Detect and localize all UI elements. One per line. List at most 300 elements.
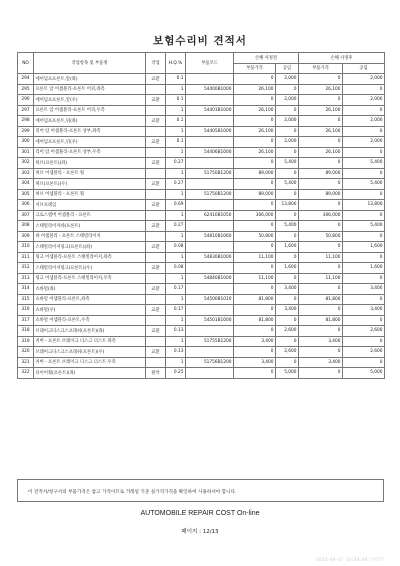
cell-part-price-before: 0	[234, 137, 276, 148]
cell-hq: 0.1	[166, 74, 186, 85]
cell-labor-after: 0	[343, 189, 385, 200]
cell-work: 교환	[146, 263, 166, 274]
cell-item: 커버 - 프론트 브레이크 디스크 더스트 좌측	[34, 336, 146, 347]
cell-work: 교환	[146, 179, 166, 190]
cell-labor-after: 0	[343, 357, 385, 368]
cell-part-price-before: 0	[234, 368, 276, 379]
cell-part-price-after: 26,100	[299, 105, 343, 116]
cell-part-price-before: 3,400	[234, 357, 276, 368]
cell-part-code	[186, 347, 234, 358]
cell-work	[146, 231, 166, 242]
cell-no: 296	[18, 95, 34, 106]
cell-part-code: 51750B1200	[186, 189, 234, 200]
cell-work: 교환	[146, 74, 166, 85]
cell-no: 299	[18, 126, 34, 137]
cell-hq: 0.27	[166, 221, 186, 232]
cell-no: 319	[18, 336, 34, 347]
cell-part-price-before: 0	[234, 305, 276, 316]
cell-part-price-before: 11,100	[234, 273, 276, 284]
cell-hq: 1	[166, 189, 186, 200]
cell-item: 브레이크디스크스프래쉬(프론트)(우)	[34, 347, 146, 358]
cell-part-price-before: 0	[234, 116, 276, 127]
header-item: 작업항목 및 부품명	[34, 53, 146, 74]
table-row	[18, 315, 385, 326]
table-row	[18, 116, 385, 127]
table-row	[18, 252, 385, 263]
cell-part-price-before: 306,000	[234, 210, 276, 221]
cell-no: 312	[18, 263, 34, 274]
cell-labor-before: 0	[276, 231, 299, 242]
cell-hq: 1	[166, 147, 186, 158]
cell-work	[146, 189, 166, 200]
cell-work	[146, 168, 166, 179]
table-row	[18, 189, 385, 200]
table-row	[18, 74, 385, 85]
cell-part-price-after: 0	[299, 368, 343, 379]
cell-work: 교환	[146, 284, 166, 295]
cell-work	[146, 84, 166, 95]
table-row	[18, 336, 385, 347]
table-row	[18, 326, 385, 337]
cell-work: 교환	[146, 305, 166, 316]
cell-no: 311	[18, 252, 34, 263]
cell-labor-after: 0	[343, 336, 385, 347]
cell-item: 에어덤프프론트,뒤(우)	[34, 137, 146, 148]
cell-hq: 1	[166, 231, 186, 242]
table-row	[18, 105, 385, 116]
cell-part-price-before: 89,000	[234, 168, 276, 179]
cell-part-price-before: 26,100	[234, 105, 276, 116]
cell-labor-before: 2,600	[276, 326, 299, 337]
cell-part-code	[186, 116, 234, 127]
cell-item: 허브 어셈블리 - 프론트 휠	[34, 189, 146, 200]
cell-labor-after: 0	[343, 294, 385, 305]
cell-work: 교환	[146, 347, 166, 358]
header-labor-before: 공임	[276, 63, 299, 74]
cell-part-code: 62410B1050	[186, 210, 234, 221]
cell-no: 303	[18, 168, 34, 179]
header-work: 작업	[146, 53, 166, 74]
cell-labor-before: 1,600	[276, 242, 299, 253]
cell-item: 프론트 암 어셈블리-프론트 어퍼,우측	[34, 105, 146, 116]
cell-part-code: 54401B1000	[186, 105, 234, 116]
page-number: 페이지 : 12/13	[181, 529, 219, 535]
cell-part-price-after: 26,100	[299, 126, 343, 137]
cell-work: 교환	[146, 242, 166, 253]
cell-no: 309	[18, 231, 34, 242]
cell-item: 허브 어셈블리 - 프론트 휠	[34, 168, 146, 179]
cell-part-price-after: 0	[299, 200, 343, 211]
cell-part-price-before: 11,100	[234, 252, 276, 263]
cell-item: 링크 어셈블리-프론트 스태빌라이저,우측	[34, 273, 146, 284]
cell-labor-after: 3,400	[343, 284, 385, 295]
cell-part-price-before: 0	[234, 347, 276, 358]
cell-item: 쇼바멀 어셈블리-프론트,우측	[34, 315, 146, 326]
cell-labor-before: 2,000	[276, 137, 299, 148]
cell-item: 허브(프론트)(좌)	[34, 158, 146, 169]
cell-work	[146, 336, 166, 347]
cell-labor-after: 2,600	[343, 326, 385, 337]
cell-part-price-after: 3,400	[299, 336, 343, 347]
cell-part-price-after: 0	[299, 74, 343, 85]
cell-labor-before: 0	[276, 210, 299, 221]
cell-item: 링크 어셈블리-프론트 스태빌라이저,좌측	[34, 252, 146, 263]
cell-part-code: 54840B1000	[186, 273, 234, 284]
cell-labor-after: 0	[343, 273, 385, 284]
cell-no: 310	[18, 242, 34, 253]
table-row	[18, 357, 385, 368]
cell-item: 리어 암 어셈블리-프론트 상부,좌측	[34, 126, 146, 137]
cell-hq: 1	[166, 315, 186, 326]
cell-no: 313	[18, 273, 34, 284]
cell-labor-after: 5,400	[343, 158, 385, 169]
cell-work	[146, 210, 166, 221]
cell-work: 교환	[146, 116, 166, 127]
table-row	[18, 305, 385, 316]
cell-hq: 0.08	[166, 242, 186, 253]
cell-labor-after: 0	[343, 84, 385, 95]
header-labor-after: 공임	[343, 63, 385, 74]
cell-no: 321	[18, 357, 34, 368]
cell-part-price-before: 0	[234, 179, 276, 190]
header-no: NO	[18, 53, 34, 74]
cell-hq: 1	[166, 252, 186, 263]
cell-labor-after: 2,000	[343, 137, 385, 148]
cell-no: 306	[18, 200, 34, 211]
table-row	[18, 179, 385, 190]
cell-no: 315	[18, 294, 34, 305]
cell-no: 307	[18, 210, 34, 221]
cell-part-price-before: 0	[234, 326, 276, 337]
cell-labor-after: 0	[343, 105, 385, 116]
cell-no: 320	[18, 347, 34, 358]
table-row	[18, 368, 385, 379]
cell-work: 탈착	[146, 368, 166, 379]
cell-labor-before: 0	[276, 294, 299, 305]
cell-part-code: 51755B1200	[186, 336, 234, 347]
cell-labor-after: 5,400	[343, 221, 385, 232]
cell-labor-after: 3,400	[343, 305, 385, 316]
cell-labor-after: 13,800	[343, 200, 385, 211]
cell-part-price-after: 0	[299, 221, 343, 232]
header-part-code: 부품코드	[186, 53, 234, 74]
cell-hq: 0.25	[166, 368, 186, 379]
cell-item: 바 어셈블리 - 프론트 스태빌라이저	[34, 231, 146, 242]
cell-labor-before: 0	[276, 336, 299, 347]
cell-labor-after: 0	[343, 168, 385, 179]
cell-part-price-after: 26,100	[299, 84, 343, 95]
cell-part-code: 54830B1000	[186, 252, 234, 263]
cell-labor-after: 0	[343, 231, 385, 242]
cell-hq: 0.1	[166, 137, 186, 148]
cell-part-price-after: 306,000	[299, 210, 343, 221]
cell-no: 308	[18, 221, 34, 232]
cell-part-code: 54501B1000	[186, 315, 234, 326]
table-row	[18, 84, 385, 95]
cell-part-price-after: 0	[299, 137, 343, 148]
cell-part-price-after: 0	[299, 347, 343, 358]
cell-item: 에어덤프프론트,앞(우)	[34, 95, 146, 106]
cell-labor-after: 0	[343, 210, 385, 221]
cell-labor-after: 5,000	[343, 368, 385, 379]
cell-no: 297	[18, 105, 34, 116]
cell-part-price-after: 0	[299, 263, 343, 274]
table-row	[18, 284, 385, 295]
cell-work	[146, 315, 166, 326]
cell-labor-before: 13,800	[276, 200, 299, 211]
cell-labor-before: 0	[276, 357, 299, 368]
cell-item: 타이어휠(프론트)(좌)	[34, 368, 146, 379]
cell-work: 교환	[146, 200, 166, 211]
cell-hq: 0.17	[166, 284, 186, 295]
cell-labor-before: 2,000	[276, 74, 299, 85]
cell-part-price-after: 89,000	[299, 189, 343, 200]
cell-labor-after: 0	[343, 315, 385, 326]
cell-hq: 0.69	[166, 200, 186, 211]
cell-item: 쇼바멀 어셈블리-프론트,좌측	[34, 294, 146, 305]
cell-labor-before: 0	[276, 126, 299, 137]
cell-no: 295	[18, 84, 34, 95]
cell-labor-after: 1,600	[343, 263, 385, 274]
cell-part-price-before: 0	[234, 263, 276, 274]
cell-labor-after: 2,600	[343, 347, 385, 358]
cell-part-price-after: 0	[299, 179, 343, 190]
table-row	[18, 158, 385, 169]
cell-no: 317	[18, 315, 34, 326]
cell-no: 318	[18, 326, 34, 337]
cell-work	[146, 273, 166, 284]
cell-hq: 0.1	[166, 116, 186, 127]
cell-labor-before: 3,400	[276, 305, 299, 316]
cell-part-price-before: 81,800	[234, 294, 276, 305]
table-row	[18, 95, 385, 106]
cell-part-price-after: 0	[299, 305, 343, 316]
cell-hq: 1	[166, 357, 186, 368]
cell-hq: 0.17	[166, 305, 186, 316]
cell-part-price-before: 26,100	[234, 84, 276, 95]
cell-part-code	[186, 326, 234, 337]
table-row	[18, 210, 385, 221]
cell-item: 스태빌라이저링크(프론트)(우)	[34, 263, 146, 274]
cell-hq: 1	[166, 294, 186, 305]
cell-part-price-before: 26,100	[234, 147, 276, 158]
cell-item: 브레이크디스크스프래쉬(프론트)(좌)	[34, 326, 146, 337]
cell-work	[146, 294, 166, 305]
cell-part-code: 54406B1000	[186, 147, 234, 158]
cell-part-code	[186, 221, 234, 232]
cell-part-price-before: 0	[234, 284, 276, 295]
cell-item: 쇼바멀(우)	[34, 305, 146, 316]
cell-part-code: 51750B1200	[186, 168, 234, 179]
cell-hq: 0.27	[166, 158, 186, 169]
cell-part-code	[186, 242, 234, 253]
cell-no: 314	[18, 284, 34, 295]
cell-part-price-before: 50,800	[234, 231, 276, 242]
cell-labor-before: 5,400	[276, 158, 299, 169]
cell-labor-after: 5,400	[343, 179, 385, 190]
print-timestamp: 2023-04-07 16:38:46 ?70?7	[315, 557, 384, 562]
cell-hq: 1	[166, 336, 186, 347]
cell-part-price-after: 26,100	[299, 147, 343, 158]
cell-labor-before: 0	[276, 168, 299, 179]
table-row	[18, 273, 385, 284]
cell-work: 교환	[146, 95, 166, 106]
cell-no: 298	[18, 116, 34, 127]
cell-labor-after: 0	[343, 252, 385, 263]
cell-work	[146, 105, 166, 116]
cell-labor-after: 1,600	[343, 242, 385, 253]
cell-work: 교환	[146, 158, 166, 169]
cell-hq: 1	[166, 210, 186, 221]
cell-part-code	[186, 368, 234, 379]
table-row	[18, 200, 385, 211]
cell-part-price-after: 81,800	[299, 315, 343, 326]
cell-work: 교환	[146, 137, 166, 148]
header-part-price-after: 부품가격	[299, 63, 343, 74]
cell-part-price-before: 89,000	[234, 189, 276, 200]
cell-part-code	[186, 137, 234, 148]
header-part-price-before: 부품가격	[234, 63, 276, 74]
cell-labor-before: 0	[276, 273, 299, 284]
cell-item: 프론트 암 어셈블리-프론트 어퍼,좌측	[34, 84, 146, 95]
cell-part-code	[186, 95, 234, 106]
cell-no: 316	[18, 305, 34, 316]
cell-labor-before: 0	[276, 189, 299, 200]
cell-work	[146, 252, 166, 263]
cell-hq: 0.13	[166, 326, 186, 337]
cell-item: 에어덤프프론트,뒤(좌)	[34, 116, 146, 127]
cell-part-code	[186, 200, 234, 211]
cell-labor-before: 0	[276, 315, 299, 326]
cell-hq: 1	[166, 126, 186, 137]
cell-part-code	[186, 305, 234, 316]
header-hq: H.Q.%	[166, 53, 186, 74]
cell-labor-before: 3,400	[276, 284, 299, 295]
cell-hq: 0.1	[166, 95, 186, 106]
cell-part-price-before: 0	[234, 221, 276, 232]
cell-part-price-before: 3,400	[234, 336, 276, 347]
cell-part-price-after: 0	[299, 95, 343, 106]
table-row	[18, 347, 385, 358]
cell-part-code	[186, 158, 234, 169]
table-row	[18, 242, 385, 253]
cell-work	[146, 357, 166, 368]
cell-part-price-after: 0	[299, 116, 343, 127]
estimate-table	[17, 52, 385, 379]
cell-part-code: 54810B1060	[186, 231, 234, 242]
cell-no: 304	[18, 179, 34, 190]
cell-item: 허브(프론트)(우)	[34, 179, 146, 190]
cell-part-price-after: 0	[299, 284, 343, 295]
cell-work	[146, 147, 166, 158]
cell-part-price-before: 26,100	[234, 126, 276, 137]
cell-no: 300	[18, 137, 34, 148]
cell-part-price-after: 50,800	[299, 231, 343, 242]
cell-part-price-after: 3,400	[299, 357, 343, 368]
cell-part-price-before: 0	[234, 242, 276, 253]
table-row	[18, 147, 385, 158]
cell-part-price-after: 0	[299, 158, 343, 169]
cell-part-code	[186, 284, 234, 295]
cell-item: 리어 암 어셈블리-프론트 상부,우측	[34, 147, 146, 158]
cell-part-price-before: 0	[234, 158, 276, 169]
cell-hq: 1	[166, 168, 186, 179]
cell-item: 쇼바멀(좌)	[34, 284, 146, 295]
cell-item: 스태빌라이저바(프론트)	[34, 221, 146, 232]
cell-no: 302	[18, 158, 34, 169]
cell-part-price-after: 11,100	[299, 252, 343, 263]
table-row	[18, 221, 385, 232]
cell-part-price-before: 81,800	[234, 315, 276, 326]
header-before-damage: 손해 사정전	[234, 53, 299, 64]
cell-no: 301	[18, 147, 34, 158]
cell-hq: 1	[166, 105, 186, 116]
document-title: 보험수리비 견적서	[153, 35, 247, 47]
cell-labor-before: 2,600	[276, 347, 299, 358]
cell-item: 커버 - 프론트 브레이크 디스크 더스트 우측	[34, 357, 146, 368]
cell-no: 294	[18, 74, 34, 85]
table-row	[18, 231, 385, 242]
cell-part-price-after: 11,100	[299, 273, 343, 284]
cell-part-code	[186, 263, 234, 274]
cell-part-code: 54500B1010	[186, 294, 234, 305]
cell-item: 크로스멤버 어셈블리 - 프론트	[34, 210, 146, 221]
disclaimer-note: 이 견적서/청구서의 부품가격은 참고 가격이므로 거래일 기준 실가격가격을 확인하여 사용하셔야 합니다.	[17, 479, 384, 502]
cell-part-price-before: 0	[234, 95, 276, 106]
cell-labor-before: 2,000	[276, 116, 299, 127]
cell-hq: 1	[166, 84, 186, 95]
cell-hq: 1	[166, 273, 186, 284]
table-row	[18, 168, 385, 179]
cell-labor-before: 5,000	[276, 368, 299, 379]
cell-labor-before: 0	[276, 105, 299, 116]
table-row	[18, 263, 385, 274]
cell-labor-before: 1,600	[276, 263, 299, 274]
cell-part-code: 54405B1000	[186, 126, 234, 137]
cell-part-price-before: 0	[234, 200, 276, 211]
cell-labor-before: 0	[276, 252, 299, 263]
header-after-damage: 손해 사정후	[299, 53, 385, 64]
cell-hq: 0.13	[166, 347, 186, 358]
table-row	[18, 126, 385, 137]
table-row	[18, 137, 385, 148]
cell-part-price-after: 0	[299, 242, 343, 253]
cell-part-price-after: 89,000	[299, 168, 343, 179]
cell-work	[146, 126, 166, 137]
cell-no: 305	[18, 189, 34, 200]
cell-part-price-after: 81,800	[299, 294, 343, 305]
footer-title: AUTOMOBILE REPAIR COST On-line	[140, 510, 260, 517]
cell-work: 교환	[146, 221, 166, 232]
cell-labor-after: 0	[343, 126, 385, 137]
cell-item: 스태빌라이저링크(프론트)(좌)	[34, 242, 146, 253]
cell-part-code	[186, 74, 234, 85]
cell-no: 322	[18, 368, 34, 379]
cell-labor-after: 0	[343, 147, 385, 158]
cell-hq: 0.27	[166, 179, 186, 190]
cell-work: 교환	[146, 326, 166, 337]
cell-labor-after: 2,000	[343, 116, 385, 127]
cell-item: 에어덤프프론트,앞(좌)	[34, 74, 146, 85]
cell-labor-after: 2,000	[343, 95, 385, 106]
cell-labor-before: 5,400	[276, 179, 299, 190]
cell-part-price-before: 0	[234, 74, 276, 85]
cell-part-price-after: 0	[299, 326, 343, 337]
cell-part-code: 51756B1200	[186, 357, 234, 368]
cell-part-code	[186, 179, 234, 190]
cell-labor-after: 2,000	[343, 74, 385, 85]
cell-labor-before: 5,400	[276, 221, 299, 232]
